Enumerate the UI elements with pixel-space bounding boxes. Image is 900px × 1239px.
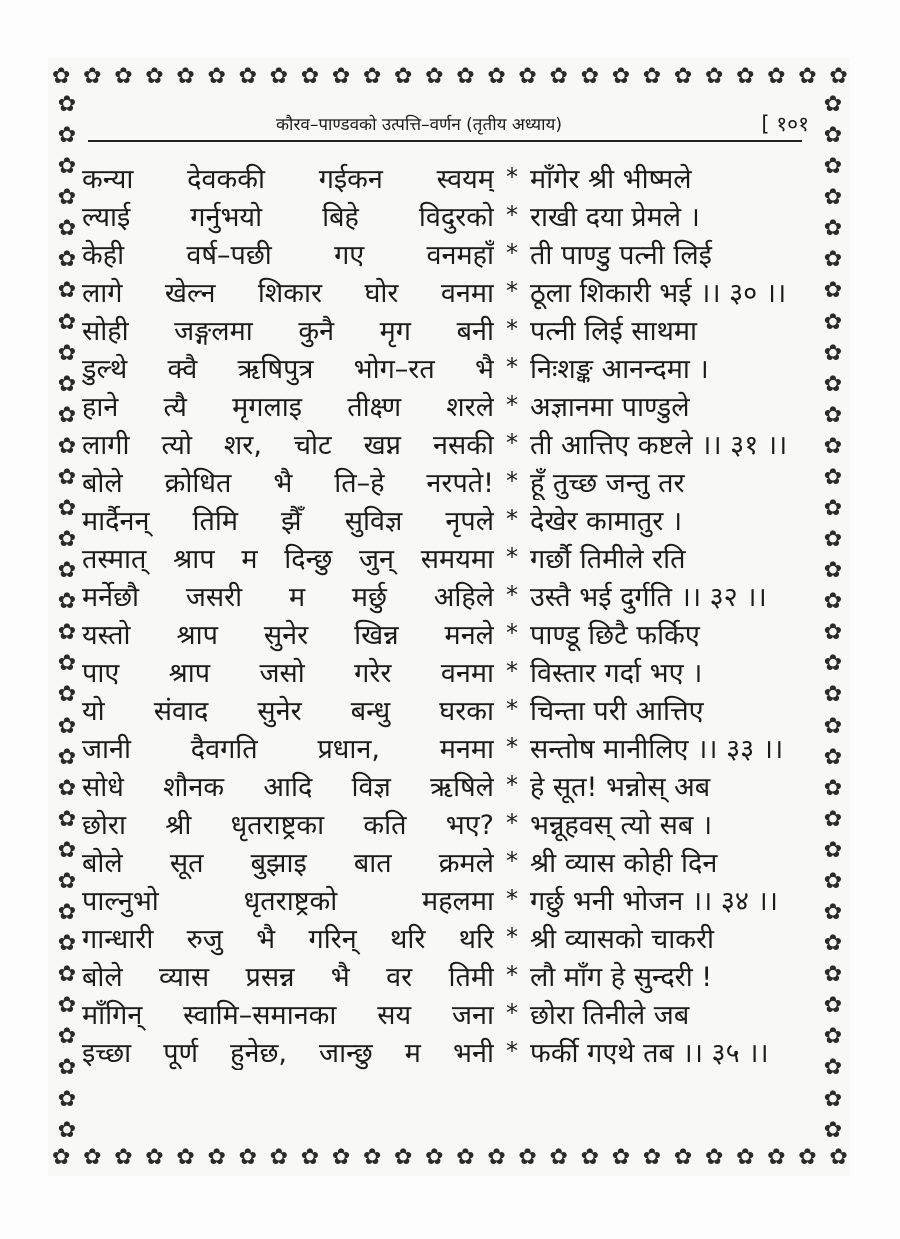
verse-line bbox=[82, 234, 817, 272]
flower-ornament-icon: ✿ bbox=[57, 713, 77, 739]
flower-ornament-icon: ✿ bbox=[57, 216, 77, 242]
flower-ornament-icon: ✿ bbox=[704, 64, 724, 89]
separator-star: * bbox=[506, 695, 518, 723]
flower-ornament-icon: ✿ bbox=[57, 94, 77, 117]
flower-ornament-icon: ✿ bbox=[823, 1055, 843, 1081]
flower-ornament-icon: ✿ bbox=[823, 154, 843, 180]
verse-left-half: ल्याई गर्नुभयो बिहे विदुरको bbox=[82, 201, 494, 233]
verse-right-half: अज्ञानमा पाण्डुले bbox=[530, 391, 690, 423]
flower-ornament-icon: ✿ bbox=[331, 64, 351, 89]
flower-ornament-icon: ✿ bbox=[114, 64, 133, 89]
separator-star: * bbox=[506, 923, 518, 951]
verse-left-half: केही वर्ष–पछी गए वनमहाँ bbox=[82, 239, 494, 271]
verse-right-half: पत्नी लिई साथमा bbox=[530, 315, 697, 347]
verse-right-half: श्री व्यास कोही दिन bbox=[530, 847, 718, 879]
verse-left-half: पाल्नुभो धृतराष्ट्रको महलमा bbox=[82, 885, 494, 917]
flower-ornament-icon: ✿ bbox=[269, 1145, 289, 1170]
verse-right-half: चिन्ता परी आत्तिए bbox=[530, 695, 704, 727]
flower-ornament-icon: ✿ bbox=[518, 1145, 537, 1170]
flower-ornament-icon: ✿ bbox=[823, 713, 843, 739]
verse-line bbox=[82, 348, 817, 386]
flower-ornament-icon: ✿ bbox=[823, 278, 843, 304]
verse-line bbox=[82, 462, 817, 500]
flower-ornament-icon: ✿ bbox=[57, 433, 77, 459]
separator-star: * bbox=[506, 201, 518, 229]
verse-right-half: गर्छौ तिमीले रति bbox=[530, 543, 686, 575]
verse-left-half: जानी दैवगति प्रधान, मनमा bbox=[82, 733, 494, 765]
verse-right-half: देखेर कामातुर । bbox=[530, 505, 683, 537]
separator-star: * bbox=[506, 353, 518, 381]
separator-star: * bbox=[506, 961, 518, 989]
verse-left-half: लागी त्यो शर, चोट खप्न नसकी bbox=[82, 429, 494, 461]
flower-ornament-icon: ✿ bbox=[823, 837, 843, 863]
flower-ornament-icon: ✿ bbox=[823, 900, 843, 926]
verse-line bbox=[82, 272, 817, 310]
flower-ornament-icon: ✿ bbox=[57, 247, 77, 273]
right-floral-border bbox=[818, 94, 848, 1142]
verse-line bbox=[82, 576, 817, 614]
flower-ornament-icon: ✿ bbox=[823, 433, 843, 459]
flower-ornament-icon: ✿ bbox=[829, 1145, 848, 1170]
flower-ornament-icon: ✿ bbox=[57, 744, 77, 770]
flower-ornament-icon: ✿ bbox=[362, 1145, 382, 1170]
flower-ornament-icon: ✿ bbox=[57, 464, 77, 490]
flower-ornament-icon: ✿ bbox=[823, 247, 843, 273]
flower-ornament-icon: ✿ bbox=[57, 527, 77, 553]
flower-ornament-icon: ✿ bbox=[57, 806, 77, 832]
verse-line bbox=[82, 728, 817, 766]
flower-ornament-icon: ✿ bbox=[580, 1145, 600, 1170]
flower-ornament-icon: ✿ bbox=[207, 1145, 226, 1170]
flower-ornament-icon: ✿ bbox=[798, 64, 817, 89]
verse-line bbox=[82, 918, 817, 956]
flower-ornament-icon: ✿ bbox=[57, 993, 77, 1019]
separator-star: * bbox=[506, 277, 518, 305]
flower-ornament-icon: ✿ bbox=[57, 309, 77, 335]
verse-right-half: निःशङ्क आनन्दमा । bbox=[530, 353, 709, 385]
flower-ornament-icon: ✿ bbox=[767, 1145, 786, 1170]
separator-star: * bbox=[506, 467, 518, 495]
verse-right-half: हूँ तुच्छ जन्तु तर bbox=[530, 467, 685, 499]
separator-star: * bbox=[506, 1037, 518, 1065]
flower-ornament-icon: ✿ bbox=[823, 216, 843, 242]
flower-ornament-icon: ✿ bbox=[57, 682, 77, 708]
flower-ornament-icon: ✿ bbox=[823, 464, 843, 490]
separator-star: * bbox=[506, 543, 518, 571]
separator-star: * bbox=[506, 771, 518, 799]
flower-ornament-icon: ✿ bbox=[823, 371, 843, 397]
flower-ornament-icon: ✿ bbox=[823, 962, 843, 988]
flower-ornament-icon: ✿ bbox=[57, 123, 77, 149]
flower-ornament-icon: ✿ bbox=[823, 185, 843, 211]
verse-left-half: डुल्थे क्वै ऋषिपुत्र भोग–रत भै bbox=[82, 353, 494, 385]
separator-star: * bbox=[506, 809, 518, 837]
bottom-floral-border bbox=[52, 1143, 848, 1173]
flower-ornament-icon: ✿ bbox=[83, 64, 102, 89]
flower-ornament-icon: ✿ bbox=[823, 340, 843, 366]
flower-ornament-icon: ✿ bbox=[736, 64, 755, 89]
flower-ornament-icon: ✿ bbox=[114, 1145, 133, 1170]
flower-ornament-icon: ✿ bbox=[580, 64, 600, 89]
verse-left-half: बोले व्यास प्रसन्न भै वर तिमी bbox=[82, 961, 494, 993]
flower-ornament-icon: ✿ bbox=[57, 868, 77, 894]
verse-right-half: माँगेर श्री भीष्मले bbox=[530, 163, 692, 195]
flower-ornament-icon: ✿ bbox=[394, 64, 413, 89]
flower-ornament-icon: ✿ bbox=[611, 1145, 631, 1170]
verse-right-half: हे सूत! भन्नोस् अब bbox=[530, 771, 711, 803]
flower-ornament-icon: ✿ bbox=[823, 775, 843, 801]
verse-left-half: छोरा श्री धृतराष्ट्रका कति भए? bbox=[82, 809, 494, 841]
separator-star: * bbox=[506, 733, 518, 761]
flower-ornament-icon: ✿ bbox=[57, 340, 77, 366]
separator-star: * bbox=[506, 505, 518, 533]
flower-ornament-icon: ✿ bbox=[57, 837, 77, 863]
verse-right-half: राखी दया प्रेमले । bbox=[530, 201, 700, 233]
flower-ornament-icon: ✿ bbox=[823, 931, 843, 957]
flower-ornament-icon: ✿ bbox=[823, 527, 843, 553]
flower-ornament-icon: ✿ bbox=[823, 744, 843, 770]
top-floral-border bbox=[52, 62, 848, 92]
verse-right-half: भन्नूहवस् त्यो सब । bbox=[530, 809, 713, 841]
separator-star: * bbox=[506, 163, 518, 191]
verse-line bbox=[82, 804, 817, 842]
flower-ornament-icon: ✿ bbox=[331, 1145, 351, 1170]
page-number: [ १०१ bbox=[761, 112, 809, 136]
flower-ornament-icon: ✿ bbox=[642, 64, 662, 89]
flower-ornament-icon: ✿ bbox=[673, 1145, 693, 1170]
separator-star: * bbox=[506, 429, 518, 457]
left-floral-border bbox=[52, 94, 82, 1142]
flower-ornament-icon: ✿ bbox=[176, 1145, 195, 1170]
flower-ornament-icon: ✿ bbox=[823, 868, 843, 894]
verse-left-half: बोले सूत बुझाइ बात क्रमले bbox=[82, 847, 494, 879]
verse-line bbox=[82, 880, 817, 918]
verse-left-half: यो संवाद सुनेर बन्धु घरका bbox=[82, 695, 494, 727]
verse-left-half: मार्दैनन् तिमि झैँ सुविज्ञ नृपले bbox=[82, 505, 494, 537]
flower-ornament-icon: ✿ bbox=[269, 64, 289, 89]
flower-ornament-icon: ✿ bbox=[57, 931, 77, 957]
verse-left-half: मर्नेछौ जसरी म मर्छु अहिले bbox=[82, 581, 494, 613]
verse-left-half: तस्मात् श्राप म दिन्छु जुन् समयमा bbox=[82, 543, 494, 575]
verse-block bbox=[82, 158, 817, 1070]
flower-ornament-icon: ✿ bbox=[823, 123, 843, 149]
flower-ornament-icon: ✿ bbox=[704, 1145, 724, 1170]
verse-left-half: कन्या देवककी गईकन स्वयम् bbox=[82, 163, 494, 195]
verse-line bbox=[82, 842, 817, 880]
verse-line bbox=[82, 158, 817, 196]
separator-star: * bbox=[506, 657, 518, 685]
flower-ornament-icon: ✿ bbox=[145, 64, 164, 89]
flower-ornament-icon: ✿ bbox=[736, 1145, 755, 1170]
flower-ornament-icon: ✿ bbox=[57, 1117, 77, 1142]
flower-ornament-icon: ✿ bbox=[425, 1145, 444, 1170]
flower-ornament-icon: ✿ bbox=[823, 620, 843, 646]
verse-left-half: लागे खेल्न शिकार घोर वनमा bbox=[82, 277, 494, 309]
verse-right-half: सन्तोष मानीलिए ।। ३३ ।। bbox=[530, 733, 784, 765]
flower-ornament-icon: ✿ bbox=[52, 64, 71, 89]
flower-ornament-icon: ✿ bbox=[549, 1145, 568, 1170]
verse-left-half: यस्तो श्राप सुनेर खिन्न मनले bbox=[82, 619, 494, 651]
flower-ornament-icon: ✿ bbox=[176, 64, 195, 89]
flower-ornament-icon: ✿ bbox=[207, 64, 226, 89]
flower-ornament-icon: ✿ bbox=[823, 1117, 843, 1142]
verse-right-half: छोरा तिनीले जब bbox=[530, 999, 690, 1031]
flower-ornament-icon: ✿ bbox=[456, 64, 475, 89]
verse-left-half: बोले क्रोधित भै ति–हे नरपते! bbox=[82, 467, 494, 499]
verse-line bbox=[82, 690, 817, 728]
flower-ornament-icon: ✿ bbox=[611, 64, 631, 89]
flower-ornament-icon: ✿ bbox=[823, 402, 843, 428]
verse-right-half: पाण्डू छिटै फर्किए bbox=[530, 619, 700, 651]
flower-ornament-icon: ✿ bbox=[57, 651, 77, 677]
flower-ornament-icon: ✿ bbox=[57, 1055, 77, 1081]
verse-right-half: उस्तै भई दुर्गति ।। ३२ ।। bbox=[530, 581, 767, 613]
separator-star: * bbox=[506, 885, 518, 913]
flower-ornament-icon: ✿ bbox=[57, 278, 77, 304]
verse-right-half: ती आत्तिए कष्टले ।। ३१ ।। bbox=[530, 429, 788, 461]
flower-ornament-icon: ✿ bbox=[829, 64, 848, 89]
flower-ornament-icon: ✿ bbox=[456, 1145, 475, 1170]
flower-ornament-icon: ✿ bbox=[300, 1145, 320, 1170]
flower-ornament-icon: ✿ bbox=[823, 309, 843, 335]
verse-line bbox=[82, 1032, 817, 1070]
flower-ornament-icon: ✿ bbox=[57, 402, 77, 428]
flower-ornament-icon: ✿ bbox=[57, 154, 77, 180]
verse-line bbox=[82, 652, 817, 690]
separator-star: * bbox=[506, 581, 518, 609]
flower-ornament-icon: ✿ bbox=[238, 64, 257, 89]
flower-ornament-icon: ✿ bbox=[57, 496, 77, 522]
flower-ornament-icon: ✿ bbox=[823, 558, 843, 584]
flower-ornament-icon: ✿ bbox=[57, 558, 77, 584]
flower-ornament-icon: ✿ bbox=[362, 64, 382, 89]
flower-ornament-icon: ✿ bbox=[823, 993, 843, 1019]
flower-ornament-icon: ✿ bbox=[767, 64, 786, 89]
flower-ornament-icon: ✿ bbox=[57, 1024, 77, 1050]
flower-ornament-icon: ✿ bbox=[823, 94, 843, 117]
flower-ornament-icon: ✿ bbox=[57, 589, 77, 615]
flower-ornament-icon: ✿ bbox=[57, 1086, 77, 1112]
flower-ornament-icon: ✿ bbox=[487, 1145, 506, 1170]
flower-ornament-icon: ✿ bbox=[57, 620, 77, 646]
verse-left-half: सोही जङ्गलमा कुनै मृग बनी bbox=[82, 315, 494, 347]
flower-ornament-icon: ✿ bbox=[425, 64, 444, 89]
flower-ornament-icon: ✿ bbox=[823, 496, 843, 522]
verse-line bbox=[82, 424, 817, 462]
flower-ornament-icon: ✿ bbox=[823, 682, 843, 708]
verse-left-half: सोधे शौनक आदि विज्ञ ऋषिले bbox=[82, 771, 494, 803]
verse-line bbox=[82, 766, 817, 804]
verse-right-half: फर्की गएथे तब ।। ३५ ।। bbox=[530, 1037, 769, 1069]
flower-ornament-icon: ✿ bbox=[394, 1145, 413, 1170]
flower-ornament-icon: ✿ bbox=[57, 900, 77, 926]
verse-right-half: लौ माँग हे सुन्दरी ! bbox=[530, 961, 713, 993]
verse-right-half: श्री व्यासको चाकरी bbox=[530, 923, 715, 955]
verse-right-half: विस्तार गर्दा भए । bbox=[530, 657, 703, 689]
flower-ornament-icon: ✿ bbox=[823, 1024, 843, 1050]
flower-ornament-icon: ✿ bbox=[83, 1145, 102, 1170]
verse-line bbox=[82, 310, 817, 348]
verse-left-half: इच्छा पूर्ण हुनेछ, जान्छु म भनी bbox=[82, 1037, 494, 1069]
separator-star: * bbox=[506, 847, 518, 875]
flower-ornament-icon: ✿ bbox=[823, 806, 843, 832]
flower-ornament-icon: ✿ bbox=[487, 64, 506, 89]
flower-ornament-icon: ✿ bbox=[823, 651, 843, 677]
verse-line bbox=[82, 956, 817, 994]
flower-ornament-icon: ✿ bbox=[57, 371, 77, 397]
flower-ornament-icon: ✿ bbox=[52, 1145, 71, 1170]
flower-ornament-icon: ✿ bbox=[823, 1086, 843, 1112]
separator-star: * bbox=[506, 999, 518, 1027]
verse-line bbox=[82, 994, 817, 1032]
header-divider bbox=[88, 140, 802, 142]
separator-star: * bbox=[506, 315, 518, 343]
flower-ornament-icon: ✿ bbox=[549, 64, 568, 89]
verse-line bbox=[82, 538, 817, 576]
flower-ornament-icon: ✿ bbox=[798, 1145, 817, 1170]
separator-star: * bbox=[506, 391, 518, 419]
separator-star: * bbox=[506, 619, 518, 647]
flower-ornament-icon: ✿ bbox=[57, 185, 77, 211]
verse-line bbox=[82, 500, 817, 538]
separator-star: * bbox=[506, 239, 518, 267]
verse-left-half: गान्धारी रुजु भै गरिन् थरि थरि bbox=[82, 923, 494, 955]
flower-ornament-icon: ✿ bbox=[642, 1145, 662, 1170]
flower-ornament-icon: ✿ bbox=[238, 1145, 257, 1170]
flower-ornament-icon: ✿ bbox=[673, 64, 693, 89]
verse-left-half: माँगिन् स्वामि–समानका सय जना bbox=[82, 999, 494, 1031]
verse-left-half: पाए श्राप जसो गरेर वनमा bbox=[82, 657, 494, 689]
flower-ornament-icon: ✿ bbox=[145, 1145, 164, 1170]
flower-ornament-icon: ✿ bbox=[57, 775, 77, 801]
verse-right-half: ठूला शिकारी भई ।। ३० ।। bbox=[530, 277, 787, 309]
verse-left-half: हाने त्यै मृगलाइ तीक्ष्ण शरले bbox=[82, 391, 494, 423]
flower-ornament-icon: ✿ bbox=[300, 64, 320, 89]
flower-ornament-icon: ✿ bbox=[518, 64, 537, 89]
verse-line bbox=[82, 614, 817, 652]
verse-line bbox=[82, 196, 817, 234]
verse-right-half: ती पाण्डु पत्नी लिई bbox=[530, 239, 712, 271]
chapter-title: कौरव–पाण्डवको उत्पत्ति–वर्णन (तृतीय अध्याय) bbox=[275, 115, 562, 135]
verse-line bbox=[82, 386, 817, 424]
flower-ornament-icon: ✿ bbox=[57, 962, 77, 988]
verse-right-half: गर्छु भनी भोजन ।। ३४ ।। bbox=[530, 885, 779, 917]
flower-ornament-icon: ✿ bbox=[823, 589, 843, 615]
